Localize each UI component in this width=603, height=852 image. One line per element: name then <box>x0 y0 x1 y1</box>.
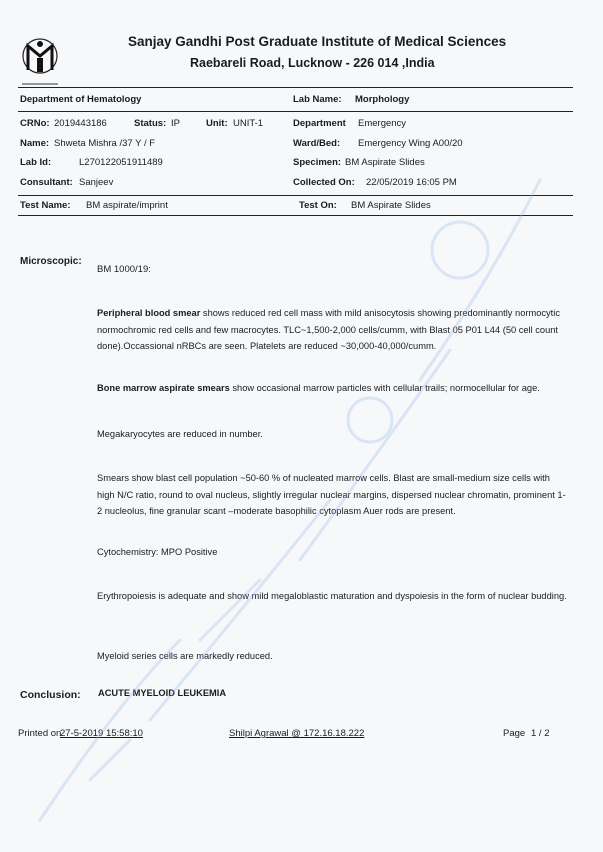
erythropoiesis-paragraph: Erythropoiesis is adequate and show mild megaloblastic maturation and dyspoiesis in the form of nuclear budding. <box>97 591 567 601</box>
peripheral-smear-paragraph <box>97 305 569 355</box>
dept-value: Emergency <box>358 118 407 129</box>
blast-paragraph: Smears show blast cell population ~50-60 % of nucleated marrow cells. Blast are small-medium size cells with high N/C ratio, round to oval nucleus, slightly irregular nuclear margins, dispersed nuclear chromatin, prominent 1-2 nucleolus, fine granular scant –moderate basophilic cytoplasm Auer rods are present. <box>97 473 566 516</box>
divider <box>18 195 573 196</box>
page-number: 1 / 2 <box>531 728 550 739</box>
page-label: Page <box>503 728 526 739</box>
divider <box>18 87 573 88</box>
divider <box>18 111 573 112</box>
marrow-aspirate-paragraph <box>97 380 569 397</box>
printed-on-label: Printed on <box>18 728 62 739</box>
lab-name-value: Morphology <box>355 94 410 105</box>
institute-name: Sanjay Gandhi Post Graduate Institute of Medical Sciences <box>128 34 507 49</box>
cytochemistry-paragraph: Cytochemistry: MPO Positive <box>97 547 218 557</box>
peripheral-smear-text: shows reduced red cell mass with mild anisocytosis showing predominantly normocytic normochromic red cells and few macrocytes. TLC~1,500-2,000 cells/cumm, with Blast 05 P01 L44 (50 cell count done).Occassional nRBCs are seen. Platelets are reduced ~30,000-40,000/cumm. <box>97 308 560 351</box>
unit-label: Unit: <box>206 118 228 129</box>
test-name-label: Test Name: <box>20 200 71 211</box>
printed-by-user: Shilpi Agrawal @ 172.16.18.222 <box>229 728 365 739</box>
institute-address: Raebareli Road, Lucknow - 226 014 ,India <box>190 56 435 70</box>
consultant-label: Consultant: <box>20 177 73 188</box>
divider <box>18 215 573 216</box>
printed-on-value: 27-5-2019 15:58:10 <box>60 728 143 739</box>
patient-name-value: Shweta Mishra /37 Y / F <box>54 138 156 149</box>
status-value: IP <box>171 118 180 129</box>
specimen-value: BM Aspirate Slides <box>345 157 425 168</box>
specimen-label: Specimen: <box>293 157 342 168</box>
microscopic-label: Microscopic: <box>20 256 82 267</box>
crno-label: CRNo: <box>20 118 50 129</box>
dept-label: Department <box>293 118 346 129</box>
crno-value: 2019443186 <box>54 118 107 129</box>
department-heading: Department of Hematology <box>20 94 142 105</box>
test-on-label: Test On: <box>299 200 337 211</box>
megakaryocytes-paragraph: Megakaryocytes are reduced in number. <box>97 429 263 439</box>
institute-logo-icon <box>14 34 66 90</box>
ward-value: Emergency Wing A00/20 <box>358 138 463 149</box>
myeloid-paragraph: Myeloid series cells are markedly reduced. <box>97 651 273 661</box>
lab-id-label: Lab Id: <box>20 157 52 168</box>
status-label: Status: <box>134 118 167 129</box>
conclusion-value: ACUTE MYELOID LEUKEMIA <box>98 688 227 698</box>
collected-label: Collected On: <box>293 177 355 188</box>
lab-id-value: L270122051911489 <box>79 157 163 168</box>
conclusion-label: Conclusion: <box>20 689 81 701</box>
test-name-value: BM aspirate/imprint <box>86 200 168 211</box>
ward-label: Ward/Bed: <box>293 138 341 149</box>
peripheral-smear-heading: Peripheral blood smear <box>97 308 201 318</box>
test-on-value: BM Aspirate Slides <box>351 200 431 211</box>
bm-number: BM 1000/19: <box>97 264 151 275</box>
unit-value: UNIT-1 <box>233 118 264 129</box>
marrow-aspirate-heading: Bone marrow aspirate smears <box>97 383 230 393</box>
collected-value: 22/05/2019 16:05 PM <box>366 177 457 188</box>
consultant-value: Sanjeev <box>79 177 114 188</box>
patient-name-label: Name: <box>20 138 50 149</box>
marrow-aspirate-text: show occasional marrow particles with cellular trails; normocellular for age. <box>229 383 540 393</box>
lab-name-label: Lab Name: <box>293 94 342 105</box>
